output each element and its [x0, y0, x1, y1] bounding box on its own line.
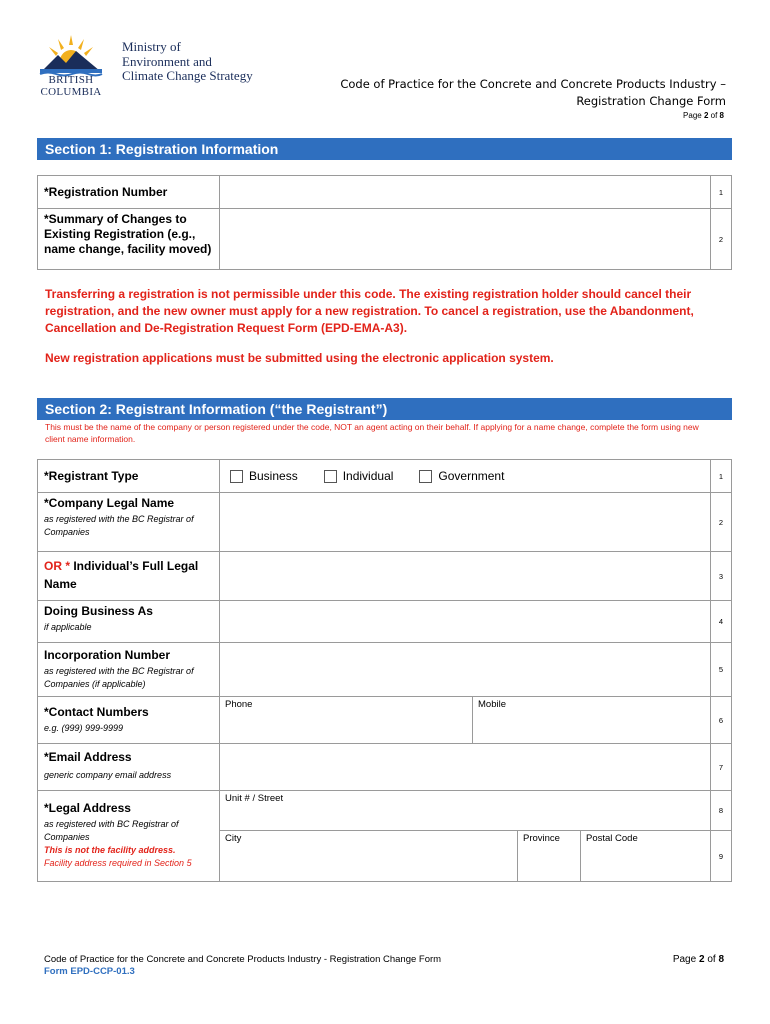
incorporation-label: Incorporation Number: [44, 648, 171, 662]
facility-address-note: Facility address required in Section 5: [44, 858, 192, 868]
dba-label: Doing Business As: [44, 604, 153, 618]
legal-address-warning: This is not the facility address.: [44, 845, 176, 855]
dba-hint: if applicable: [44, 622, 92, 632]
form-id: Form EPD-CCP-01.3: [44, 966, 135, 977]
row-number: 2: [711, 209, 732, 269]
email-label: *Email Address: [44, 750, 132, 764]
ministry-name: Ministry of Environment and Climate Change Strategy: [122, 39, 253, 83]
footer-page-number: Page 2 of 8: [672, 954, 724, 965]
incorporation-row: [38, 643, 732, 697]
email-row: [38, 744, 732, 791]
header-page-number: Page 2 of 8: [683, 111, 724, 120]
bc-wordmark: BRITISH COLUMBIA: [40, 74, 102, 98]
dba-input[interactable]: [220, 601, 711, 642]
new-registration-note: New registration applications must be submitted using the electronic application system.: [45, 351, 554, 365]
dba-row: [38, 601, 732, 643]
row-number: 1: [711, 460, 732, 492]
registration-number-input[interactable]: [220, 176, 711, 208]
summary-changes-label: *Summary of Changes to Existing Registration (e.g., name change, facility moved): [44, 212, 212, 256]
phone-input[interactable]: Phone: [225, 699, 253, 710]
incorporation-input[interactable]: [220, 643, 711, 696]
section1-table: [37, 175, 732, 270]
email-input[interactable]: [220, 744, 711, 790]
province-input[interactable]: Province: [517, 831, 580, 881]
registrant-note: This must be the name of the company or person registered under the code, NOT an agent acting on their behalf. If applying for a name change, complete the form using new client name information.: [45, 422, 699, 444]
summary-changes-row: [38, 209, 732, 270]
email-hint: generic company email address: [44, 770, 172, 780]
business-checkbox[interactable]: Business: [230, 469, 298, 483]
individual-name-input[interactable]: [220, 552, 711, 600]
row-number: 1: [711, 176, 732, 208]
section1-header: Section 1: Registration Information: [37, 138, 732, 160]
company-name-hint: as registered with the BC Registrar of Companies: [44, 514, 194, 537]
company-name-label: *Company Legal Name: [44, 496, 175, 510]
footer-info: [44, 954, 441, 978]
contact-label: *Contact Numbers: [44, 705, 149, 719]
individual-checkbox[interactable]: Individual: [324, 469, 394, 483]
registrant-type-label: *Registrant Type: [44, 468, 139, 483]
legal-address-label: *Legal Address: [44, 801, 131, 815]
section2-header: Section 2: Registrant Information (“the Registrant”): [37, 398, 732, 420]
contact-hint: e.g. (999) 999-9999: [44, 723, 124, 733]
government-checkbox[interactable]: Government: [419, 469, 504, 483]
row-number: 5: [711, 643, 732, 696]
row-number: 4: [711, 601, 732, 642]
company-name-row: [38, 493, 732, 552]
registration-number-row: [38, 176, 732, 209]
registrant-type-row: [38, 460, 732, 493]
row-number: 7: [711, 744, 732, 790]
individual-name-row: [38, 552, 732, 601]
legal-address-row: [38, 791, 732, 882]
row-number: 9: [718, 851, 724, 861]
street-input[interactable]: Unit # / Street: [225, 793, 284, 804]
row-number: 2: [711, 493, 732, 551]
contact-row: [38, 697, 732, 744]
row-number: 6: [711, 697, 732, 743]
incorporation-hint: as registered with the BC Registrar of Companies (if applicable): [44, 666, 194, 689]
transfer-warning: Transferring a registration is not permissible under this code. The existing registration holder should cancel their registration, and the new owner must apply for a new registration. To cancel a registration, use the Abandonment, Cancellation and De-Registration Request Form (EPD-EMA-A3).: [45, 287, 694, 335]
postal-code-input[interactable]: Postal Code: [580, 831, 710, 881]
legal-address-hint: as registered with BC Registrar of Companies: [44, 819, 179, 842]
document-title: Code of Practice for the Concrete and Concrete Products Industry – Registration Change Form: [340, 77, 726, 108]
row-number: 3: [711, 552, 732, 600]
mobile-input[interactable]: Mobile: [472, 697, 710, 743]
bc-logo: [36, 26, 276, 98]
individual-name-label: OR * Individual’s Full Legal Name: [44, 559, 199, 591]
city-input[interactable]: City: [225, 833, 242, 844]
company-name-input[interactable]: [220, 493, 711, 551]
footer-title: Code of Practice for the Concrete and Concrete Products Industry - Registration Change Form: [44, 954, 442, 965]
row-number: 8: [711, 791, 731, 831]
section2-table: [37, 459, 732, 882]
registration-number-label: *Registration Number: [44, 184, 168, 199]
summary-changes-input[interactable]: [220, 209, 711, 269]
